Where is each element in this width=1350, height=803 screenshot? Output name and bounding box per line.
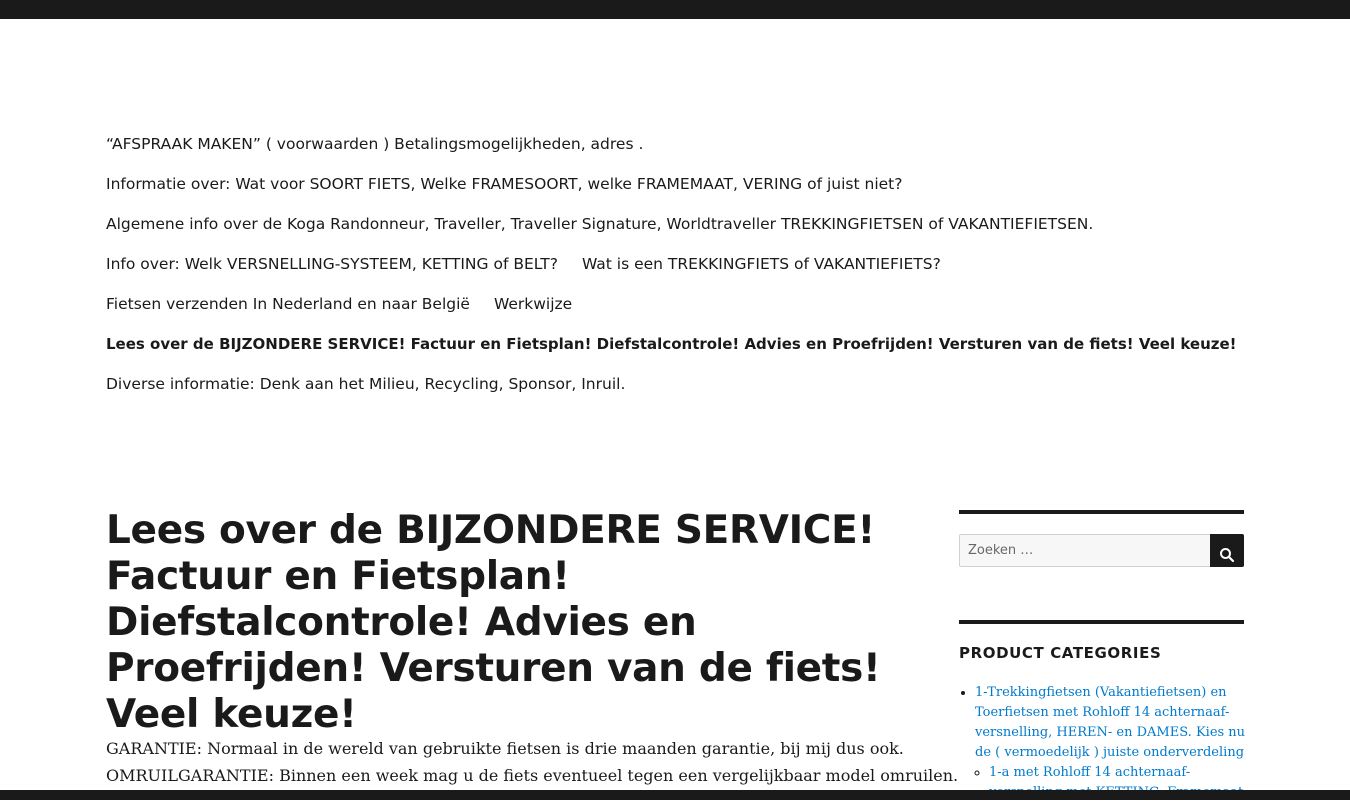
menu-link-koga-info[interactable]: Algemene info over de Koga Randonneur, Traveller, Traveller Signature, Worldtraveller TREKKINGFIETSEN of VAKANTIEFIETSEN.: [106, 215, 1094, 233]
search-input[interactable]: [959, 534, 1211, 567]
menu-link-gears[interactable]: Info over: Welk VERSNELLING-SYSTEEM, KETTING of BELT?: [106, 255, 558, 273]
menu-line-appointment: [106, 124, 1246, 164]
menu-line-koga-info: [106, 204, 1246, 244]
menu-link-trekking[interactable]: Wat is een TREKKINGFIETS of VAKANTIEFIETS?: [581, 255, 941, 273]
menu-line-bike-info: [106, 164, 1246, 204]
menu-link-workflow[interactable]: Werkwijze: [493, 295, 573, 313]
widget-divider: [959, 620, 1244, 624]
search-icon: [1219, 547, 1235, 563]
sidebar: [959, 510, 1246, 780]
menu-link-shipping[interactable]: Fietsen verzenden In Nederland en naar België: [106, 295, 470, 313]
widget-divider: [959, 510, 1244, 514]
subcategory-link[interactable]: 1-a met Rohloff 14 achternaaf-: [989, 765, 1191, 780]
menu-line-misc: [106, 364, 1246, 404]
post-title: Lees over de BIJZONDERE SERVICE! Factuur en Fietsplan! Diefstalcontrole! Advies en Proefrijden! Versturen van de fiets! Veel keuze!: [106, 508, 881, 737]
menu-link-bike-info[interactable]: Informatie over: Wat voor SOORT FIETS, Welke FRAMESOORT, welke FRAMEMAAT, VERING of juist niet?: [106, 175, 903, 193]
menu-line-gears: [106, 244, 1246, 284]
product-categories-title: PRODUCT CATEGORIES: [959, 644, 1162, 662]
info-menu: [106, 124, 1246, 404]
menu-link-appointment[interactable]: “AFSPRAAK MAKEN” ( voorwaarden ) Betalingsmogelijkheden, adres .: [106, 135, 644, 153]
category-link[interactable]: 1-Trekkingfietsen (Vakantiefietsen) en Toerfietsen met Rohloff 14 achternaaf-versnelling, HEREN- en DAMES. Kies nu de ( vermoedelijk ) juiste onderverdeling: [975, 685, 1246, 760]
post-content: [106, 735, 959, 789]
category-item: [975, 683, 1260, 803]
category-list: [959, 683, 1260, 803]
post-paragraph-warranty: GARANTIE: Normaal in de wereld van gebruikte fietsen is drie maanden garantie, bij mij dus ook.: [106, 739, 904, 758]
search-form: [959, 534, 1244, 567]
menu-link-service[interactable]: Lees over de BIJZONDERE SERVICE! Factuur en Fietsplan! Diefstalcontrole! Advies en Proefrijden! Versturen van de fiets! Veel keuze!: [106, 335, 1237, 353]
admin-top-bar: [0, 0, 1350, 19]
bottom-bar: [0, 790, 1350, 800]
post-paragraph-exchange: OMRUILGARANTIE: Binnen een week mag u de fiets eventueel tegen een vergelijkbaar model omruilen.: [106, 766, 959, 785]
menu-line-service: [106, 324, 1246, 364]
menu-line-shipping: [106, 284, 1246, 324]
menu-link-misc[interactable]: Diverse informatie: Denk aan het Milieu, Recycling, Sponsor, Inruil.: [106, 375, 626, 393]
search-button[interactable]: [1210, 534, 1244, 567]
